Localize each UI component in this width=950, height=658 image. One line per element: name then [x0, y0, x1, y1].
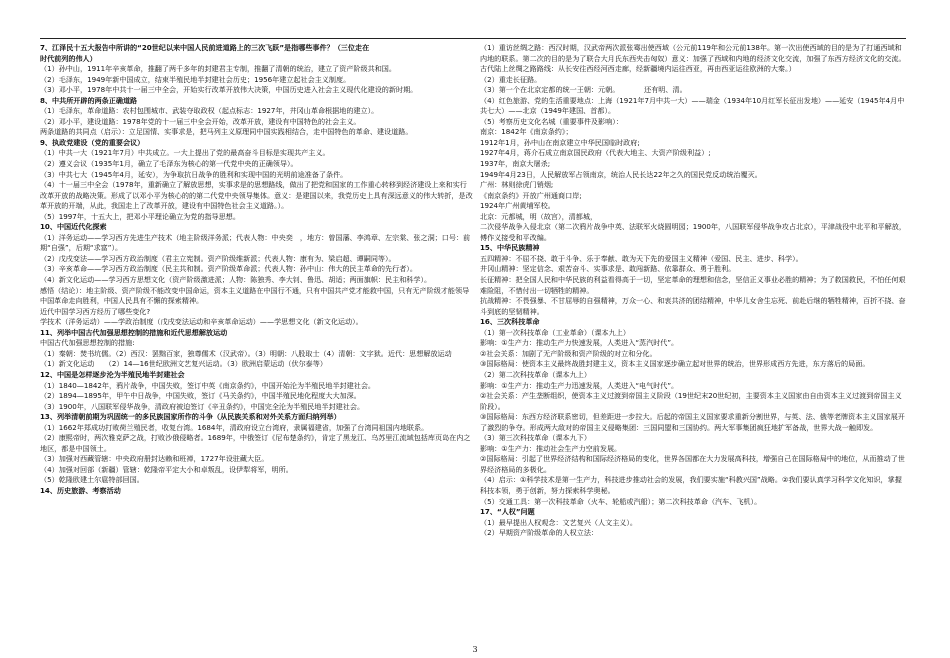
- section-heading: 12、中国是怎样逐步沦为半殖民地半封建社会: [40, 369, 185, 379]
- paragraph: （2）毛泽东，1949年新中国成立，结束半殖民地半封建社会历史；1956年建立起社会主义制度。: [40, 74, 351, 84]
- paragraph: （3）第一个在北京定都的统一王朝：元朝。 还有明、清。: [480, 85, 687, 95]
- paragraph: （2）1894—1895年，甲午中日战争，中国失败，签订《马关条约》，中国半殖民地化程度大大加深。: [40, 391, 361, 401]
- paragraph: ②国际格局：引起了世界经济结构和国际经济格局的变化，世界各国都在大力发展高科技，增强自己在国际格局中的地位，从而推动了世界经济格局的多极化。: [480, 454, 905, 474]
- paragraph: 抗战精神：不畏强暴、不甘屈辱的自强精神，万众一心、和衷共济的团结精神，中华儿女舍生忘死、前赴后继的牺牲精神，百折不挠、奋斗到底的坚韧精神。: [480, 296, 906, 316]
- paragraph: （3）加强对西藏管辖：中央政府册封达赖和班禅，1727年设驻藏大臣。: [40, 454, 269, 464]
- section-heading: 8、中共所开辟的两条正确道路: [40, 95, 138, 105]
- section-heading: 16、三次科技革命: [480, 317, 540, 327]
- paragraph: （2）早期资产阶级革命的人权立法：: [480, 528, 599, 538]
- section-heading: 13、列举清朝前期为巩固统一的多民族国家所作的斗争（从民族关系和对外关系方面归纳列举）: [40, 412, 341, 422]
- paragraph: 1937年，南京大屠杀;: [480, 159, 551, 169]
- paragraph: 中国古代加强思想控制的措施:: [40, 338, 135, 348]
- paragraph: （1）重访丝绸之路：西汉时期，汉武帝两次派张骞出使西域（公元前119年和公元前138年。第一次出使西域的目的是为了打通西域和内地的联系。第二次的目的是为了联合大月氏东西夹击匈奴）意义：加强了西域和内地的经济文化交流，加强了东西方经济文化的交流。古代陆上丝绸之路路线：从长安往西经河西走廊，经新疆境内运往西亚，再由西亚运往欧洲的大秦。）: [480, 43, 906, 74]
- paragraph: 1924年广州黄埔军校。: [480, 201, 555, 211]
- paragraph: （3）中共七大（1945年4月，延安），为争取抗日战争的胜利和实现中国的光明前途准备了条件。: [40, 169, 348, 179]
- paragraph: （3）辛亥革命——学习西方政治制度（民主共和制。资产阶级革命派；代表人物：孙中山：伟大的民主革命的先行者）。: [40, 264, 417, 274]
- paragraph: （2）第二次科技革命（课本九上）: [480, 369, 591, 379]
- paragraph: （1）秦朝：焚书坑儒。（2）西汉：罢黜百家，独尊儒术（汉武帝）。（3）明朝：八股取士（4）清朝：文字狱。近代：思想解放运动: [40, 348, 452, 358]
- paragraph: 影响：①生产力：推动社会生产力空前发展。: [480, 443, 622, 453]
- paragraph: 学技术（洋务运动）——学政治制度（戊戌变法运动和辛亥革命运动）——学思想文化（新文化运动）。: [40, 317, 363, 327]
- paragraph: （2）邓小平，建设道路：1978年党的十一届三中全会开始，改革开放，建设有中国特色的社会主义。: [40, 116, 361, 126]
- paragraph: 《南京条约》开放广州通商口岸;: [480, 190, 582, 200]
- paragraph: （2）重走长征路。: [480, 74, 542, 84]
- paragraph: （4）启示：①科学技术是第一生产力，科技进步推动社会的发展，我们要实施“科教兴国”战略。②我们要认真学习科学文化知识，掌握科技本领，勇于创新，努力探索科学奥秘。: [480, 475, 902, 495]
- paragraph: 影响：①生产力：推动生产力快速发展，人类进入“蒸汽时代”。: [480, 338, 679, 348]
- paragraph: （1）第一次科技革命（工业革命）（课本九上）: [480, 327, 630, 337]
- paragraph: 二次侵华战争入侵北京（第二次鸦片战争中英、法联军火烧圆明园；1900年，八国联军侵华战争攻占北京），平津战役中北平和平解放，傅作义接受和平改编。: [480, 222, 906, 242]
- paragraph: ③国际格局：东西方经济联系密切，但差距进一步拉大。后起的帝国主义国家要求重新分割世界，与英、法、俄等老牌资本主义国家展开了激烈的争夺。形成两大敌对的帝国主义侵略集团：三国同盟和三国协约。两大军事集团疯狂地扩军备战，世界大战一触即发。: [480, 412, 905, 432]
- paragraph: 1949年4月23日，人民解放军占领南京，统治人民长达22年之久的国民党反动统治覆灭。: [480, 169, 762, 179]
- paragraph: （2）康熙帝时，两次雅克萨之战，打败沙俄侵略者。1689年，中俄签订《尼布楚条约》，肯定了黑龙江、乌苏里江流域包括库页岛在内之地区，都是中国领土。: [40, 433, 471, 453]
- paragraph: （1）最早提出人权观念：文艺复兴（人文主义）。: [480, 517, 638, 527]
- section-heading: 17、“人权”问题: [480, 507, 535, 517]
- paragraph: 影响：①生产力：推动生产力迅速发展，人类进入“电气时代”。: [480, 380, 679, 390]
- header-rule: [40, 38, 906, 39]
- paragraph: （4）新文化运动——学习西方思想文化（资产阶级激进派；人物：陈独秀、李大钊、鲁迅、胡适；两面旗帜：民主和科学）。: [40, 275, 432, 285]
- page-number: 3: [472, 645, 478, 654]
- paragraph: 五四精神：不屈不挠、敢于斗争、乐于奉献、敢为天下先的爱国主义精神（爱国、民主、进步、科学）。: [480, 253, 803, 263]
- paragraph: 近代中国学习西方经历了哪些变化?: [40, 306, 151, 316]
- section-heading: 15、中华民族精神: [480, 243, 540, 253]
- paragraph: （1）孙中山，1911年辛亥革命，推翻了两千多年的封建君主专制，推翻了清朝的统治，建立了资产阶级共和国。: [40, 64, 396, 74]
- paragraph: ②社会关系：加剧了无产阶级和资产阶级的对立和分化。: [480, 348, 657, 358]
- paragraph: （5）1997年，十五大上，把邓小平理论确立为党的指导思想。: [40, 211, 240, 221]
- paragraph: ②社会关系：产生垄断组织，使资本主义过渡到帝国主义阶段（19世纪末20世纪初，主要资本主义国家由自由资本主义过渡到帝国主义阶段）。: [480, 391, 902, 411]
- section-heading: 9、执政党建设（党的重要会议）: [40, 137, 145, 147]
- paragraph: 北京：元都城，明（故宫），清都城，: [480, 211, 598, 221]
- paragraph: ③国际格局：使资本主义最终战胜封建主义，资本主义国家逐步确立起对世界的统治，世界形成西方先进，东方落后的局面。: [480, 359, 870, 369]
- left-column: [40, 43, 473, 643]
- section-heading: 11、列举中国古代加强思想控制的措施和近代思想解放运动: [40, 327, 228, 337]
- paragraph: （2）戊戌变法——学习西方政治制度（君主立宪制。资产阶级维新派；代表人物：康有为、梁启超、谭嗣同等）。: [40, 253, 396, 263]
- paragraph: （4）十一届三中全会（1978年，重新确立了解放思想，实事求是的思想路线，做出了把党和国家的工作重心转移到经济建设上来和实行改革开放的战略决策。形成了以邓小平为核心的的第二代党中央领导集体。意义：是建国以来，我党历史上具有深远意义的伟大转折，是改革开放的开端，从此，我国走上了改革开放，建设有中国特色社会主义道路。）。: [40, 180, 473, 211]
- paragraph: （3）邓小平，1978年中共十一届三中全会，开始实行改革开放伟大决策，中国历史进入社会主义现代化建设的新时期。: [40, 85, 418, 95]
- paragraph: 井冈山精神：坚定信念、艰苦奋斗、实事求是、敢闯新路、依靠群众、勇于胜利。: [480, 264, 736, 274]
- paragraph: （1）中共一大（1921年7月）中共成立。一大上提出了党的最高奋斗目标是实现共产主义。: [40, 148, 330, 158]
- paragraph: （1）1840—1842年，鸦片战争，中国失败，签订中英《南京条约》，中国开始沦为半殖民地半封建社会。: [40, 380, 376, 390]
- paragraph: （1）毛泽东，革命道路：农村包围城市、武装夺取政权（起点标志：1927年，井冈山革命根据地的建立）。: [40, 106, 379, 116]
- paragraph: 1912年1月，孙中山在南京建立中华民国临时政府;: [480, 137, 640, 147]
- paragraph: 长征精神：把全国人民和中华民族的利益看得高于一切，坚定革命的理想和信念，坚信正义事业必胜的精神；为了救国救民，不怕任何艰难险阻，不惜付出一切牺牲的精神。: [480, 275, 906, 295]
- section-heading: 14、历史旅游、考察活动: [40, 485, 121, 495]
- paragraph: 南京：1842年《南京条约》；: [480, 127, 573, 137]
- section-heading: 10、中国近代化探索: [40, 222, 107, 232]
- paragraph: （1）新文化运动 （2）14—16世纪欧洲文艺复兴运动。（3）欧洲启蒙运动（伏尔泰等）: [40, 359, 327, 369]
- section-heading: 时代前列的伟人）: [40, 53, 97, 63]
- paragraph: （5）考察历史文化名城（重要事件及影响）：: [480, 116, 623, 126]
- paragraph: （5）乾隆欧建土尔扈特部回国。: [40, 475, 144, 485]
- paragraph: （1）洋务运动——学习西方先进生产技术（地主阶级洋务派；代表人物：中央奕 ，地方：曾国藩、李鸿章、左宗棠、张之洞；口号：前期“自强”，后期“求富”）。: [40, 232, 471, 253]
- paragraph: （4）红色旅游、党的生活重要地点：上海（1921年7月中共一大）——瑞金（1934年10月红军长征出发地）——延安（1945年4月中共七大）——北京（1949年建国、首都）。: [480, 95, 905, 116]
- paragraph: 广州：林则徐虎门销烟;: [480, 180, 554, 190]
- paragraph: （3）1900年，八国联军侵华战争，清政府被迫签订《辛丑条约》，中国完全沦为半殖民地半封建社会。: [40, 401, 365, 411]
- paragraph: （4）加强对回部（新疆）管辖：乾隆帝平定大小和卓叛乱，设伊犁将军，明所。: [40, 464, 293, 474]
- paragraph: 1927年4月，蒋介石成立南京国民政府（代表大地主、大资产阶级利益）;: [480, 148, 711, 158]
- paragraph: （1）1662年郑成功打败荷兰殖民者，收复台湾。1684年，清政府设立台湾府，隶属福建省，加强了台湾同祖国内地联系。: [40, 422, 429, 432]
- paragraph: 两条道路的共同点（启示）：立足国情、实事求是，把马列主义原理同中国实践相结合，走中国特色的革命、建设道路。: [40, 127, 413, 137]
- paragraph: （3）第三次科技革命（课本九下）: [480, 433, 591, 443]
- paragraph: （2）遵义会议（1935年1月，确立了毛泽东为核心的第一代党中央的正确领导）。: [40, 159, 298, 169]
- paragraph: （5）交通工具：第一次科技革命（火车、轮船或汽船）；第二次科技革命（汽车、飞机）。: [480, 496, 762, 506]
- right-column: [480, 43, 906, 643]
- section-heading: 7、江泽民十五大报告中所讲的“20世纪以来中国人民前进道路上的三次飞跃”是指哪些事件？（三位走在: [40, 43, 370, 52]
- paragraph: 感悟（结论）：地主阶级、资产阶级不能改变中国命运，资本主义道路在中国行不通，只有中国共产党才能救中国，只有无产阶级才能领导中国革命走向胜利，中国人民具有不懈的探索精神。: [40, 285, 470, 306]
